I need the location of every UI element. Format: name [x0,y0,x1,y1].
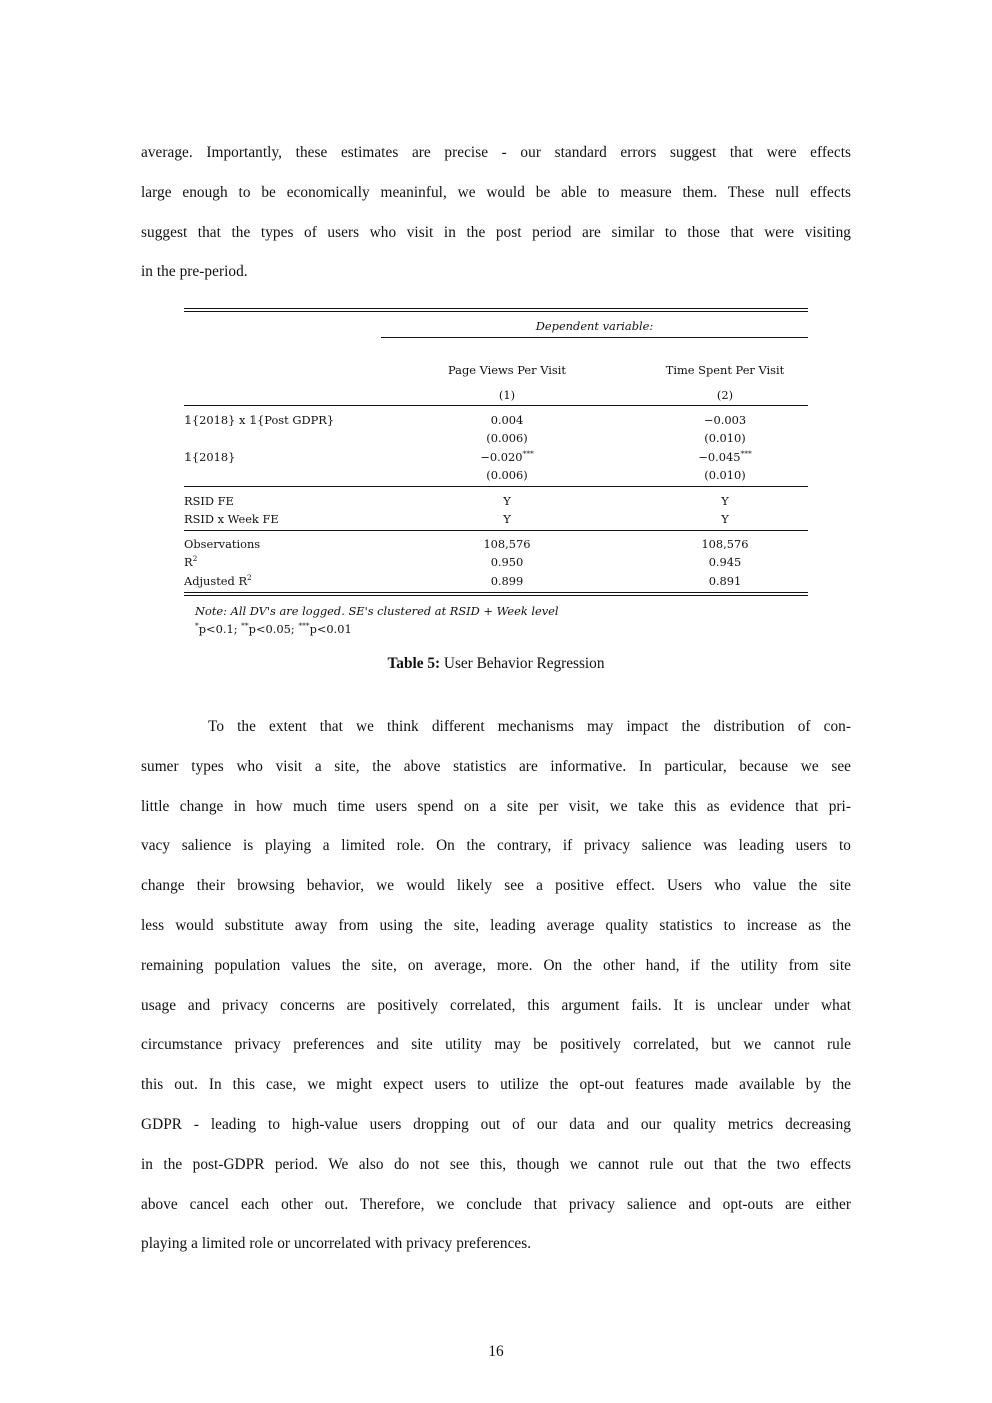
text-line: vacy salience is playing a limited role. On the contrary, if privacy salience was leading users to [141,837,851,855]
dependent-variable-rule [381,337,808,338]
text-line: less would substitute away from using the site, leading average quality statistics to increase as the [141,916,851,934]
column-1-number: (1) [498,388,516,402]
body-paragraph-2 [141,707,851,1264]
table-note: Note: All DV's are logged. SE's clustered at RSID + Week level [195,604,559,618]
text-line: To the extent that we think different mechanisms may impact the distribution of con- [208,718,851,735]
text-line: GDPR - leading to high-value users dropping out of our data and our quality metrics decreasing [141,1115,851,1133]
table-cell: Y [721,494,729,508]
section-rule [184,486,808,487]
column-2-number: (2) [716,388,734,402]
section-rule [184,530,808,531]
row-label: RSID FE [184,494,234,508]
significance-note: *p<0.1; **p<0.05; ***p<0.01 [195,621,352,636]
text-line: little change in how much time users spend on a site per visit, we take this as evidence that pri- [141,797,851,815]
table-top-rule [184,311,808,312]
page-number: 16 [488,1343,504,1360]
text-line: in the pre-period. [141,263,248,281]
table-cell: Y [503,494,511,508]
table-cell: 0.945 [708,555,742,569]
table-cell: 0.004 [490,413,524,427]
row-label: RSID x Week FE [184,512,279,526]
table-cell: Y [721,512,729,526]
text-line: circumstance privacy preferences and site utility may be positively correlated, but we cannot rule [141,1036,851,1054]
text-line: large enough to be economically meaninful, we would be able to measure them. These null effects [141,183,851,201]
column-2-header: Time Spent Per Visit [665,363,785,377]
table-cell: (0.010) [704,431,746,445]
table-bottom-rule [184,595,808,596]
text-line: sumer types who visit a site, the above statistics are informative. In particular, because we see [141,757,851,775]
text-line: in the post-GDPR period. We also do not see this, though we cannot rule out that the two effects [141,1155,851,1173]
caption-label: Table 5: [387,655,441,672]
table-bottom-rule [184,592,808,593]
text-line: remaining population values the site, on average, more. On the other hand, if the utility from site [141,956,851,974]
table-cell: 0.950 [490,555,524,569]
table-cell: 0.891 [708,574,742,588]
text-line: this out. In this case, we might expect users to utilize the opt-out features made available by the [141,1076,851,1094]
table-cell: −0.003 [703,413,747,427]
row-label: 𝟙{2018} [184,450,236,464]
row-label: $R^2$ [184,554,198,569]
table-cell: 0.899 [490,574,524,588]
table-cell: (0.006) [486,468,528,482]
row-label: 𝟙{2018} x 𝟙{Post GDPR} [184,413,335,427]
dependent-variable-label: Dependent variable: [535,319,654,333]
caption-text: User Behavior Regression [443,655,605,672]
text-line: above cancel each other out. Therefore, we conclude that privacy salience and opt-outs are either [141,1195,851,1213]
row-label: Adjusted $R^2$ [184,573,252,588]
table-caption [0,655,992,673]
text-line: suggest that the types of users who visit in the post period are similar to those that were visiting [141,223,851,241]
text-line: usage and privacy concerns are positively correlated, this argument fails. It is unclear under what [141,996,851,1014]
table-cell: (0.006) [486,431,528,445]
table-cell: −0.045*** [698,449,752,464]
column-1-header: Page Views Per Visit [448,363,566,377]
text-line: playing a limited role or uncorrelated with privacy preferences. [141,1235,532,1253]
row-label: Observations [184,537,261,551]
table-cell: −0.020*** [480,449,534,464]
table-cell: (0.010) [704,468,746,482]
text-line: average. Importantly, these estimates are precise - our standard errors suggest that were effects [141,144,851,161]
body-paragraph-1 [141,133,851,292]
header-rule [184,405,808,406]
table-top-rule [184,308,808,309]
table-cell: Y [503,512,511,526]
table-cell: 108,576 [701,537,749,551]
table-cell: 108,576 [483,537,531,551]
text-line: change their browsing behavior, we would likely see a positive effect. Users who value the site [141,877,851,895]
